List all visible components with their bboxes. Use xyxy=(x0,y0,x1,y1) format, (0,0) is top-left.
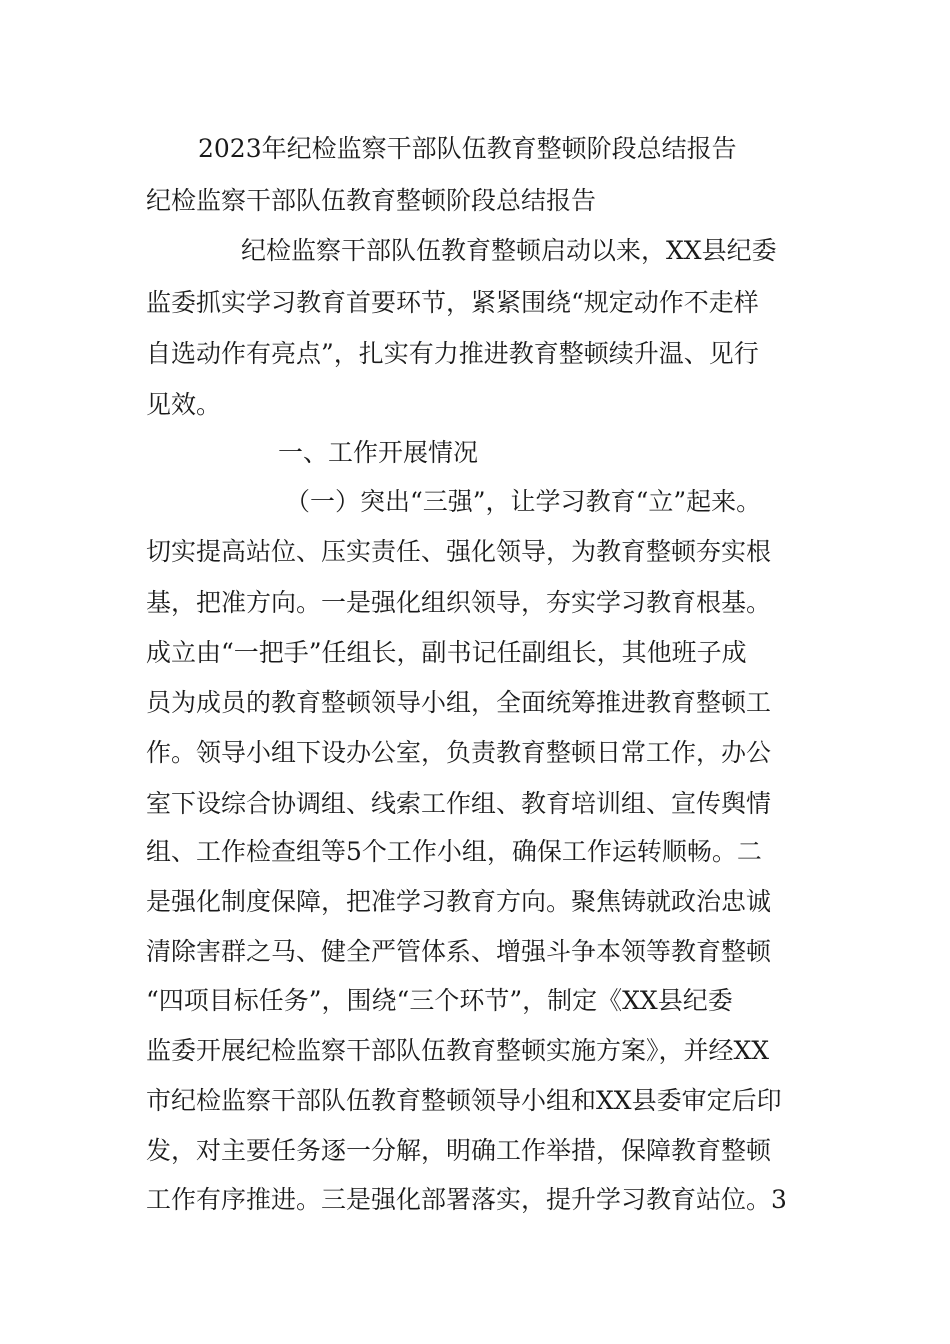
paragraph-line: 自选动作有亮点”，扎实有力推进教育整顿续升温、见行 xyxy=(146,339,759,368)
paragraph-line: 作。领导小组下设办公室，负责教育整顿日常工作，办公 xyxy=(146,738,772,767)
paragraph-line: 切实提高站位、压实责任、强化领导，为教育整顿夯实根 xyxy=(146,537,772,566)
paragraph-line: 发，对主要任务逐一分解，明确工作举措，保障教育整顿 xyxy=(146,1136,772,1165)
paragraph-line: 工作有序推进。三是强化部署落实，提升学习教育站位。3 xyxy=(146,1185,787,1214)
document-subtitle: 纪检监察干部队伍教育整顿阶段总结报告 xyxy=(146,186,597,215)
paragraph-line: 见效。 xyxy=(146,390,222,419)
paragraph-line: 监委开展纪检监察干部队伍教育整顿实施方案》，并经XX xyxy=(146,1036,770,1065)
subsection-heading: （一）突出“三强”，让学习教育“立”起来。 xyxy=(285,487,762,516)
paragraph-line: 监委抓实学习教育首要环节，紧紧围绕“规定动作不走样 xyxy=(146,288,759,317)
paragraph-line: 清除害群之马、健全严管体系、增强斗争本领等教育整顿 xyxy=(146,937,772,966)
paragraph-line: 室下设综合协调组、线索工作组、教育培训组、宣传舆情 xyxy=(146,789,772,818)
paragraph-line: 组、工作检查组等5个工作小组，确保工作运转顺畅。二 xyxy=(146,837,762,866)
paragraph-line: 纪检监察干部队伍教育整顿启动以来，XX县纪委 xyxy=(241,236,777,265)
paragraph-line: 员为成员的教育整顿领导小组，全面统筹推进教育整顿工 xyxy=(146,688,772,717)
paragraph-line: 基，把准方向。一是强化组织领导，夯实学习教育根基。 xyxy=(146,588,772,617)
document-title: 2023年纪检监察干部队伍教育整顿阶段总结报告 xyxy=(198,134,737,163)
section-heading: 一、工作开展情况 xyxy=(278,438,479,467)
paragraph-line: “四项目标任务”，围绕“三个环节”，制定《XX县纪委 xyxy=(146,986,733,1015)
paragraph-line: 是强化制度保障，把准学习教育方向。聚焦铸就政治忠诚 xyxy=(146,887,772,916)
paragraph-line: 成立由“一把手”任组长，副书记任副组长，其他班子成 xyxy=(146,638,747,667)
paragraph-line: 市纪检监察干部队伍教育整顿领导小组和XX县委审定后印 xyxy=(146,1086,782,1115)
